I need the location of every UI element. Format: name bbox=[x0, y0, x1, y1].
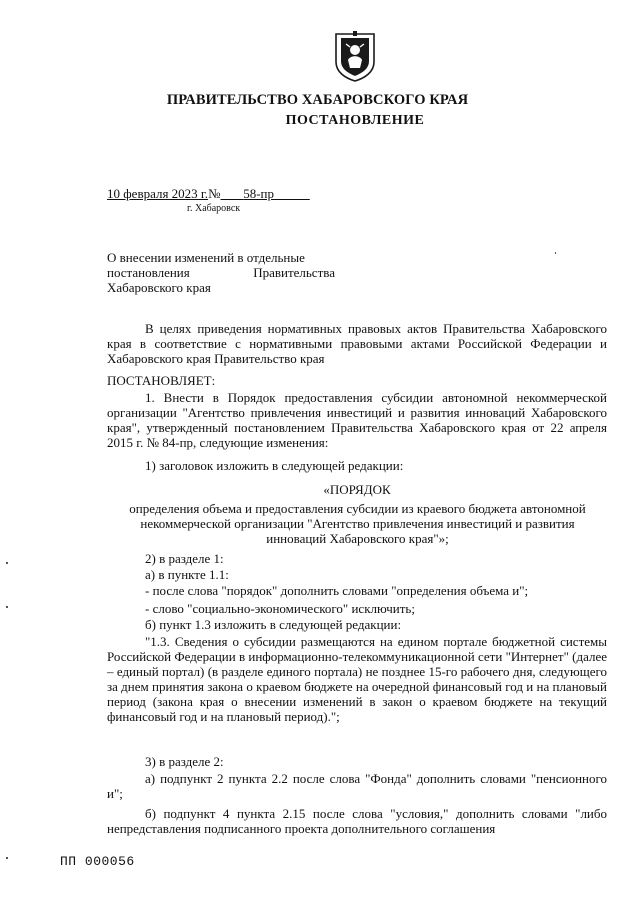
subject-line-3: Хабаровского края bbox=[107, 280, 211, 295]
document-date-line bbox=[107, 186, 310, 202]
subitem-3b: б) подпункт 4 пункта 2.15 после слова "условия," дополнить словами "либо непредставления подписанного проекта дополнительного соглашения bbox=[107, 806, 607, 836]
intro-paragraph: В целях приведения нормативных правовых актов Правительства Хабаровского края в соответствие с нормативными правовыми актами Российской Федерации и Хабаровского края Правительство края bbox=[107, 321, 607, 366]
document-number-field bbox=[220, 186, 309, 201]
subitem-2b: б) пункт 1.3 изложить в следующей редакции: bbox=[145, 617, 402, 632]
subject-line-2: постановления Правительства bbox=[107, 265, 335, 280]
scan-speck bbox=[555, 252, 556, 254]
subitem-2a: а) в пункте 1.1: bbox=[145, 567, 229, 582]
subitem-2: 2) в разделе 1: bbox=[145, 551, 224, 566]
document-type: ПОСТАНОВЛЕНИЕ bbox=[285, 113, 425, 128]
subitem-2a-2: - слово "социально-экономического" исключить; bbox=[145, 601, 415, 616]
document-subject bbox=[107, 250, 335, 295]
subitem-3: 3) в разделе 2: bbox=[145, 754, 224, 769]
item-1-paragraph: 1. Внести в Порядок предоставления субсидии автономной некоммерческой организации "Агентство привлечения инвестиций и развития инноваций Хабаровского края", утвержденный постановлением Правительства Хабаровского края от 22 апреля 2015 г. № 84-пр, следующие изменения: bbox=[107, 390, 607, 450]
number-sign: № bbox=[208, 186, 221, 201]
scan-speck bbox=[6, 857, 8, 859]
organization-title: ПРАВИТЕЛЬСТВО ХАБАРОВСКОГО КРАЯ bbox=[166, 92, 469, 108]
coat-of-arms-icon bbox=[333, 30, 377, 82]
subitem-2a-1: - после слова "порядок" дополнить словами "определения объема и"; bbox=[145, 583, 529, 598]
subitem-1: 1) заголовок изложить в следующей редакции: bbox=[145, 458, 404, 473]
order-title-text: определения объема и предоставления субсидии из краевого бюджета автономной некоммерческой организации "Агентство привлечения инвестиций и развития инноваций Хабаровского края"»; bbox=[129, 501, 586, 546]
document-number: 58-пр bbox=[243, 186, 275, 201]
scan-speck bbox=[6, 562, 8, 564]
form-code: ПП 000056 bbox=[60, 854, 135, 869]
order-title-word: «ПОРЯДОК bbox=[323, 482, 391, 497]
scan-speck bbox=[6, 606, 8, 608]
subject-line-1: О внесении изменений в отдельные bbox=[107, 250, 305, 265]
subitem-3a: а) подпункт 2 пункта 2.2 после слова "Фонда" дополнить словами "пенсионного и"; bbox=[107, 771, 607, 801]
document-city: г. Хабаровск bbox=[187, 203, 241, 214]
quoted-clause-1-3: "1.3. Сведения о субсидии размещаются на едином портале бюджетной системы Российской Федерации в информационно-телекоммуникационной сети "Интернет" (далее – единый портал) (в разделе единого портала) не позднее 15-го рабочего дня, следующего за днем принятия закона о краевом бюджете на очередной финансовый год и на плановый период (закона края о внесении изменений в закон о краевом бюджете на текущий финансовый год и на плановый период)."; bbox=[107, 634, 607, 724]
decree-word: ПОСТАНОВЛЯЕТ: bbox=[107, 373, 216, 388]
document-date: 10 февраля 2023 г. bbox=[107, 186, 209, 201]
